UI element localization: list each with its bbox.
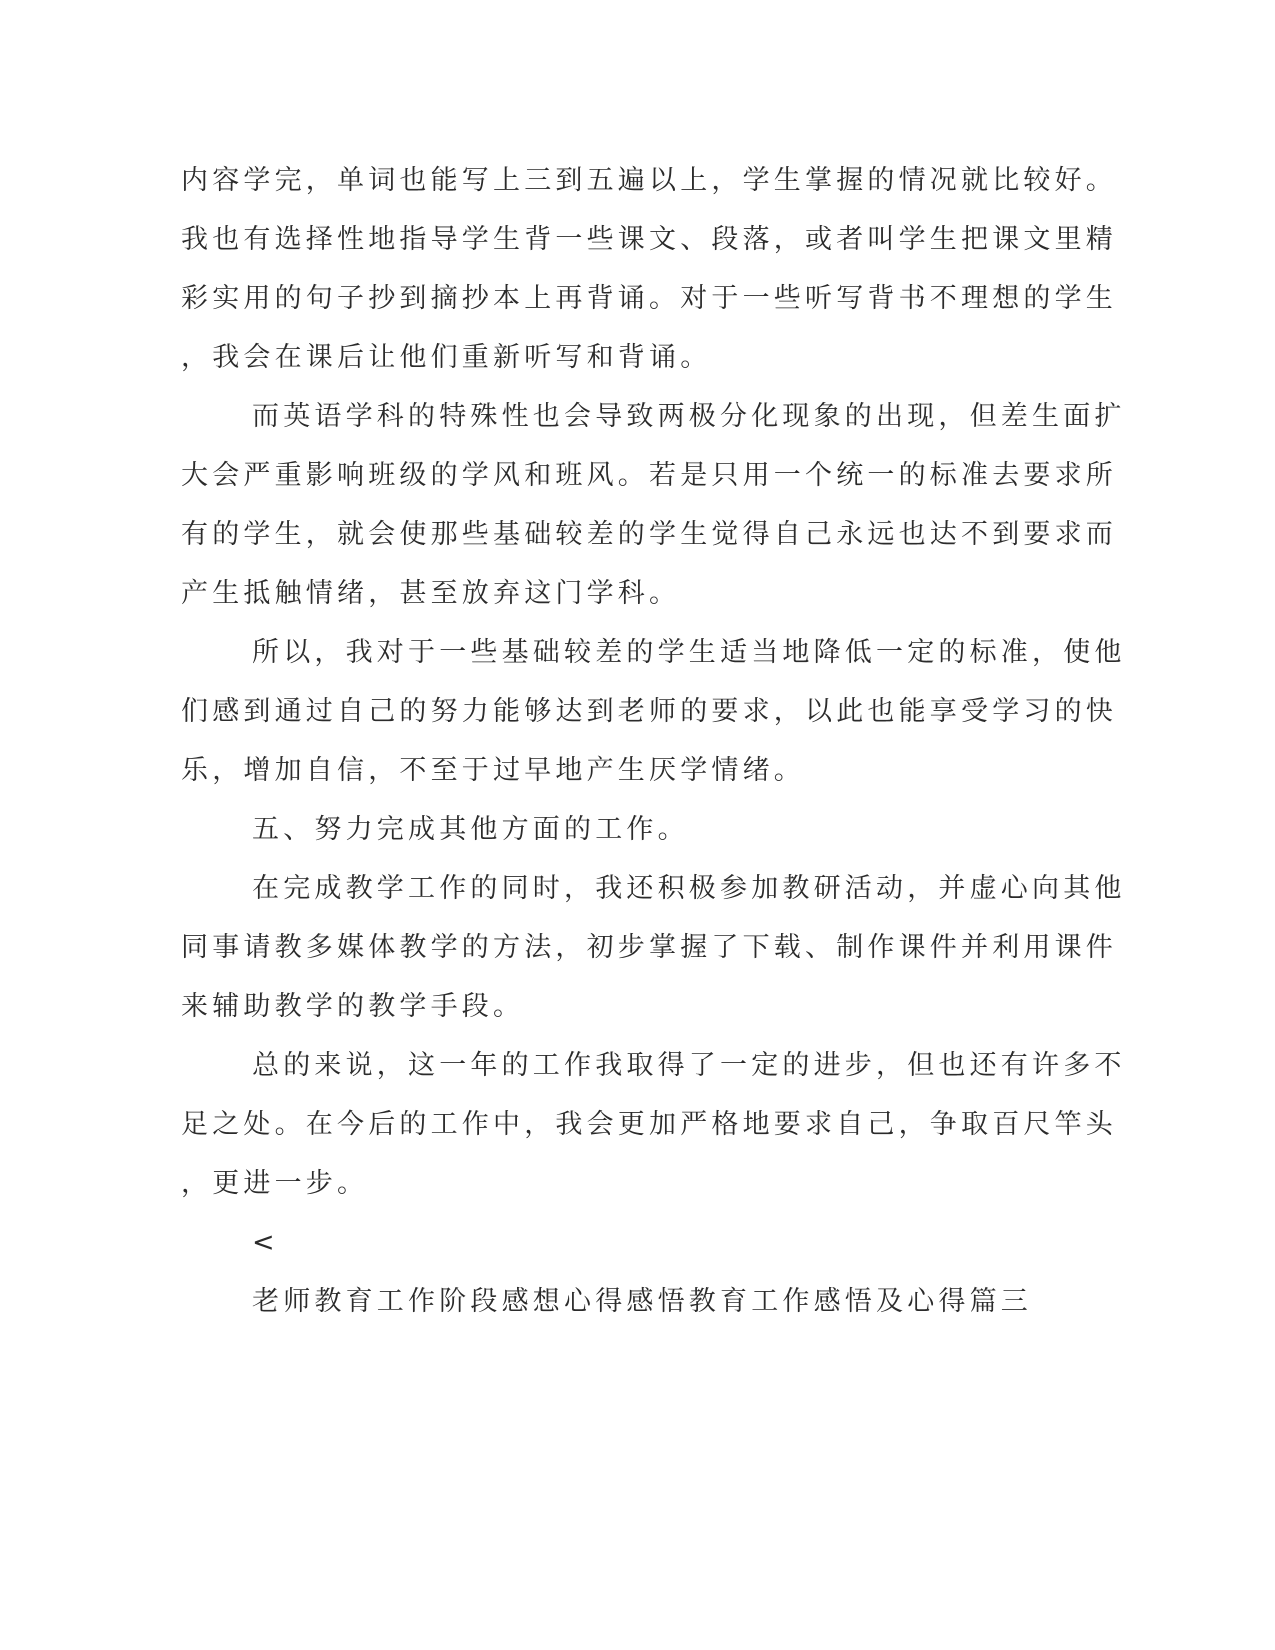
text-line: 所以，我对于一些基础较差的学生适当地降低一定的标准，使他 — [252, 637, 1126, 668]
stray-symbol: < — [252, 1227, 279, 1258]
text-line: ，我会在课后让他们重新听写和背诵。 — [181, 342, 712, 373]
text-line: 乐，增加自信，不至于过早地产生厌学情绪。 — [181, 755, 805, 786]
text-line: 同事请教多媒体教学的方法，初步掌握了下载、制作课件并利用课件 — [181, 932, 1117, 963]
article-title: 老师教育工作阶段感想心得感悟教育工作感悟及心得篇三 — [252, 1286, 1032, 1317]
text-line: 足之处。在今后的工作中，我会更加严格地要求自己，争取百尺竿头 — [181, 1109, 1117, 1140]
text-line: 而英语学科的特殊性也会导致两极分化现象的出现，但差生面扩 — [252, 401, 1126, 432]
text-line: 我也有选择性地指导学生背一些课文、段落，或者叫学生把课文里精 — [181, 224, 1117, 255]
text-line: ，更进一步。 — [181, 1168, 369, 1199]
text-line: 内容学完，单词也能写上三到五遍以上，学生掌握的情况就比较好。 — [181, 165, 1117, 196]
text-line: 在完成教学工作的同时，我还积极参加教研活动，并虚心向其他 — [252, 873, 1126, 904]
text-line: 有的学生，就会使那些基础较差的学生觉得自己永远也达不到要求而 — [181, 519, 1117, 550]
text-line: 大会严重影响班级的学风和班风。若是只用一个统一的标准去要求所 — [181, 460, 1117, 491]
text-line: 彩实用的句子抄到摘抄本上再背诵。对于一些听写背书不理想的学生 — [181, 283, 1117, 314]
text-line: 产生抵触情绪，甚至放弃这门学科。 — [181, 578, 681, 609]
text-line: 总的来说，这一年的工作我取得了一定的进步，但也还有许多不 — [252, 1050, 1126, 1081]
section-heading: 五、努力完成其他方面的工作。 — [252, 814, 689, 845]
text-line: 们感到通过自己的努力能够达到老师的要求，以此也能享受学习的快 — [181, 696, 1117, 727]
text-line: 来辅助教学的教学手段。 — [181, 991, 525, 1022]
